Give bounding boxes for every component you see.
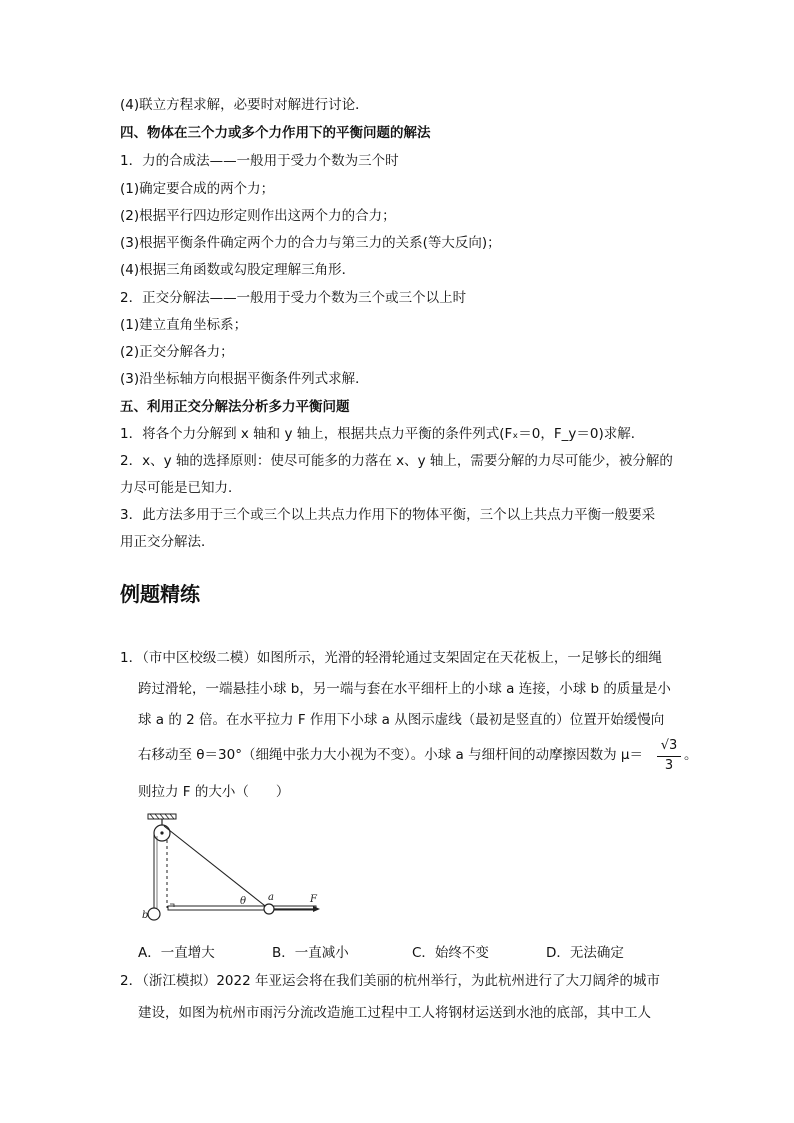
label-b: b	[142, 910, 149, 921]
mu-numerator: √3	[660, 738, 678, 753]
orthogonal-method-title: 2．正交分解法——一般用于受力个数为三个或三个以上时	[120, 290, 467, 306]
question-1-line: 右移动至 θ＝30°（细绳中张力大小视为不变）。小球 a 与细杆间的动摩擦因数为 μ＝	[138, 747, 643, 763]
orthogonal-step: (2)正交分解各力；	[120, 344, 234, 360]
question-2-line: 建设，如图为杭州市雨污分流改造施工过程中工人将钢材运送到水池的底部，其中工人	[138, 1005, 651, 1021]
pulley-figure	[140, 812, 340, 924]
ball-b	[148, 908, 160, 920]
option-b: B．一直减小	[272, 945, 349, 961]
section-4-title: 四、物体在三个力或多个力作用下的平衡问题的解法	[120, 125, 431, 141]
composition-step: (1)确定要合成的两个力；	[120, 181, 275, 197]
question-1-line: 1．（市中区校级二模）如图所示，光滑的轻滑轮通过支架固定在天花板上，一足够长的细绳	[120, 650, 662, 666]
rope-to-a	[164, 826, 269, 909]
composition-step: (2)根据平行四边形定则作出这两个力的合力；	[120, 208, 396, 224]
orthogonal-step: (1)建立直角坐标系；	[120, 317, 248, 333]
theta-label: θ	[240, 896, 247, 907]
orthogonal-step: (3)沿坐标轴方向根据平衡条件列式求解．	[120, 371, 369, 387]
question-1-line: 球 a 的 2 倍。在水平拉力 F 作用下小球 a 从图示虚线（最初是竖直的）位置开始缓慢向	[138, 712, 665, 728]
ball-a	[264, 904, 274, 914]
solve-step-4: (4)联立方程求解，必要时对解进行讨论．	[120, 97, 369, 113]
label-F: F	[310, 894, 317, 905]
mu-fraction	[655, 738, 683, 774]
sentence-end: 。	[684, 747, 698, 763]
section-5-title: 五、利用正交分解法分析多力平衡问题	[120, 399, 350, 415]
option-d: D．无法确定	[546, 945, 624, 961]
fraction-bar	[657, 756, 681, 757]
composition-step: (4)根据三角函数或勾股定理解三角形．	[120, 262, 356, 278]
composition-step: (3)根据平衡条件确定两个力的合力与第三力的关系(等大反向)；	[120, 235, 501, 251]
question-1-line: 则拉力 F 的大小（ ）	[138, 784, 290, 800]
section-5-line: 2．x、y 轴的选择原则：使尽可能多的力落在 x、y 轴上，需要分解的力尽可能少，被分解的	[120, 453, 673, 469]
section-5-line: 用正交分解法．	[120, 534, 215, 550]
label-a: a	[268, 892, 274, 903]
question-2-line: 2．（浙江模拟）2022 年亚运会将在我们美丽的杭州举行，为此杭州进行了大刀阔斧的城市	[120, 973, 660, 989]
option-a: A．一直增大	[138, 945, 215, 961]
composition-method-title: 1．力的合成法——一般用于受力个数为三个时	[120, 153, 399, 169]
section-5-line: 1．将各个力分解到 x 轴和 y 轴上，根据共点力平衡的条件列式(Fₓ＝0，F_y＝0)求解．	[120, 426, 645, 442]
section-5-line: 3．此方法多用于三个或三个以上共点力作用下的物体平衡，三个以上共点力平衡一般要采	[120, 507, 656, 523]
section-5-line: 力尽可能是已知力．	[120, 480, 242, 496]
option-c: C．始终不变	[412, 945, 489, 961]
examples-heading: 例题精练	[120, 582, 200, 606]
question-1-line: 跨过滑轮，一端悬挂小球 b，另一端与套在水平细杆上的小球 a 连接，小球 b 的质量是小	[138, 681, 671, 697]
mu-denominator: 3	[664, 758, 674, 773]
